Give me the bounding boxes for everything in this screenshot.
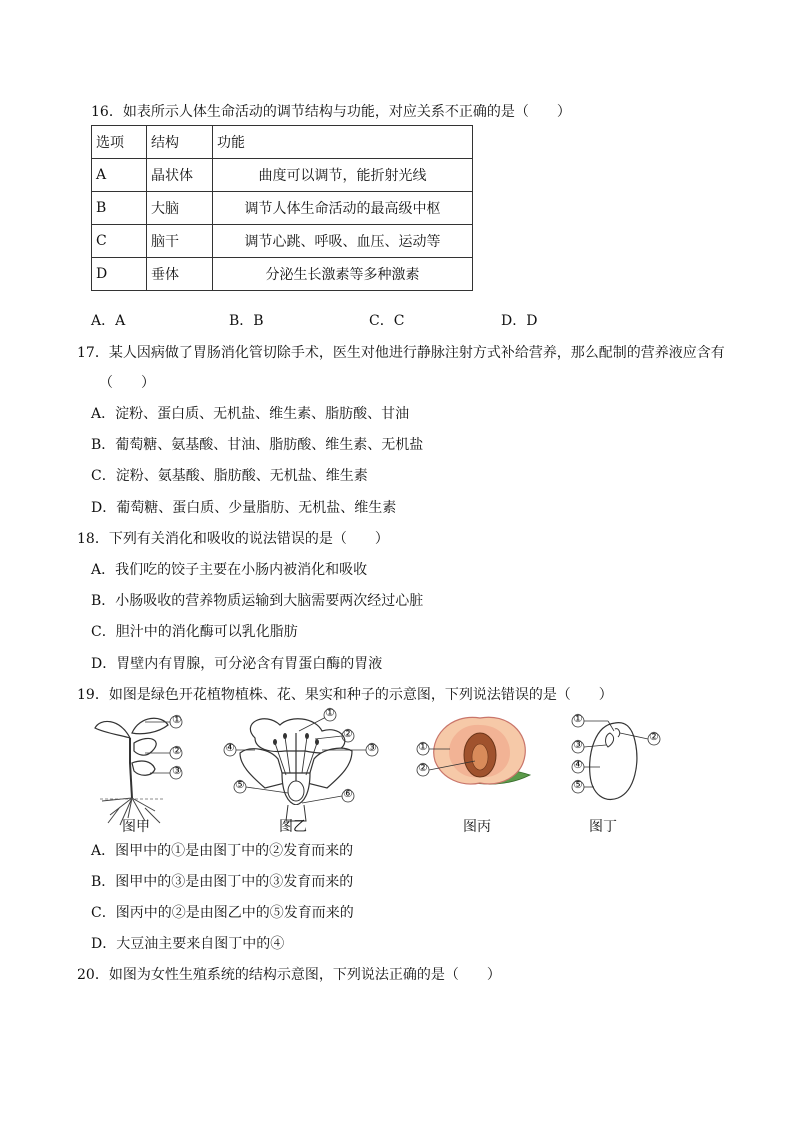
table-header-row: [92, 126, 473, 159]
label-ding-1: ①: [573, 712, 583, 725]
label-jia-2: ②: [172, 744, 182, 757]
label-bing-2: ②: [418, 761, 428, 774]
label-yi-3: ③: [367, 741, 377, 754]
q19-option-d[interactable]: D．大豆油主要来自图丁中的④: [91, 936, 285, 952]
q16-stem: 16．如表所示人体生命活动的调节结构与功能，对应关系不正确的是（ ）: [91, 104, 571, 120]
table-cell: 分泌生长激素等多种激素: [213, 258, 473, 291]
q19-option-c[interactable]: C．图丙中的②是由图乙中的⑤发育而来的: [91, 905, 354, 921]
table-cell: 调节人体生命活动的最高级中枢: [213, 192, 473, 225]
q17-option-d[interactable]: D．葡萄糖、蛋白质、少量脂肪、无机盐、维生素: [91, 500, 397, 516]
table-cell: 晶状体: [147, 159, 213, 192]
q16-table: [91, 125, 473, 291]
q18-option-c[interactable]: C．胆汁中的消化酶可以乳化脂肪: [91, 624, 298, 640]
table-cell: 曲度可以调节，能折射光线: [213, 159, 473, 192]
q18-stem: 18．下列有关消化和吸收的说法错误的是（ ）: [77, 531, 389, 547]
label-yi-2: ②: [343, 727, 353, 740]
table-cell: A: [92, 159, 147, 192]
label-ding-4: ④: [573, 758, 583, 771]
label-ding-3: ③: [573, 738, 583, 751]
q17-option-a[interactable]: A．淀粉、蛋白质、无机盐、维生素、脂肪酸、甘油: [91, 406, 410, 422]
q16-option-b[interactable]: B．B: [229, 313, 264, 329]
figure-flower: [224, 709, 378, 821]
table-cell: D: [92, 258, 147, 291]
table-cell: 大脑: [147, 192, 213, 225]
q18-option-a[interactable]: A．我们吃的饺子主要在小肠内被消化和吸收: [91, 562, 368, 578]
label-yi-4: ④: [225, 741, 235, 754]
q17-stem-cont: （ ）: [99, 375, 155, 391]
q19-option-b[interactable]: B．图甲中的③是由图丁中的③发育而来的: [91, 874, 354, 890]
table-row: [92, 159, 473, 192]
q18-option-b[interactable]: B．小肠吸收的营养物质运输到大脑需要两次经过心脏: [91, 593, 424, 609]
table-cell: 垂体: [147, 258, 213, 291]
table-header-cell: 功能: [213, 126, 473, 159]
figure-seedling: [95, 716, 182, 825]
label-yi-1: ①: [325, 706, 335, 719]
caption-jia: 图甲: [122, 819, 150, 835]
table-row: [92, 258, 473, 291]
table-row: [92, 192, 473, 225]
figure-peach: [417, 717, 530, 784]
label-yi-6: ⑥: [343, 787, 353, 800]
table-header-cell: 结构: [147, 126, 213, 159]
q20-stem: 20．如图为女性生殖系统的结构示意图，下列说法正确的是（ ）: [77, 967, 501, 983]
q16-option-d[interactable]: D．D: [501, 313, 538, 329]
label-jia-1: ①: [172, 713, 182, 726]
q17-stem: 17．某人因病做了胃肠消化管切除手术，医生对他进行静脉注射方式补给营养，那么配制的营养液应含有: [77, 345, 725, 361]
caption-yi: 图乙: [279, 819, 307, 835]
label-bing-1: ①: [418, 740, 428, 753]
label-ding-2: ②: [649, 730, 659, 743]
figure-seed: [572, 715, 660, 799]
table-cell: C: [92, 225, 147, 258]
table-header-cell: 选项: [92, 126, 147, 159]
q17-option-b[interactable]: B．葡萄糖、氨基酸、甘油、脂肪酸、维生素、无机盐: [91, 437, 424, 453]
q16-option-a[interactable]: A．A: [91, 313, 126, 329]
caption-ding: 图丁: [589, 819, 617, 835]
q19-stem: 19．如图是绿色开花植物植株、花、果实和种子的示意图，下列说法错误的是（ ）: [77, 687, 613, 703]
q19-option-a[interactable]: A．图甲中的①是由图丁中的②发育而来的: [91, 843, 354, 859]
q18-option-d[interactable]: D．胃壁内有胃腺，可分泌含有胃蛋白酶的胃液: [91, 656, 383, 672]
label-ding-5: ⑤: [573, 778, 583, 791]
table-cell: 调节心跳、呼吸、血压、运动等: [213, 225, 473, 258]
q17-option-c[interactable]: C．淀粉、氨基酸、脂肪酸、无机盐、维生素: [91, 468, 368, 484]
label-jia-3: ③: [172, 764, 182, 777]
label-yi-5: ⑤: [235, 778, 245, 791]
table-cell: 脑干: [147, 225, 213, 258]
caption-bing: 图丙: [463, 819, 491, 835]
table-row: [92, 225, 473, 258]
q16-option-c[interactable]: C．C: [369, 313, 405, 329]
table-cell: B: [92, 192, 147, 225]
